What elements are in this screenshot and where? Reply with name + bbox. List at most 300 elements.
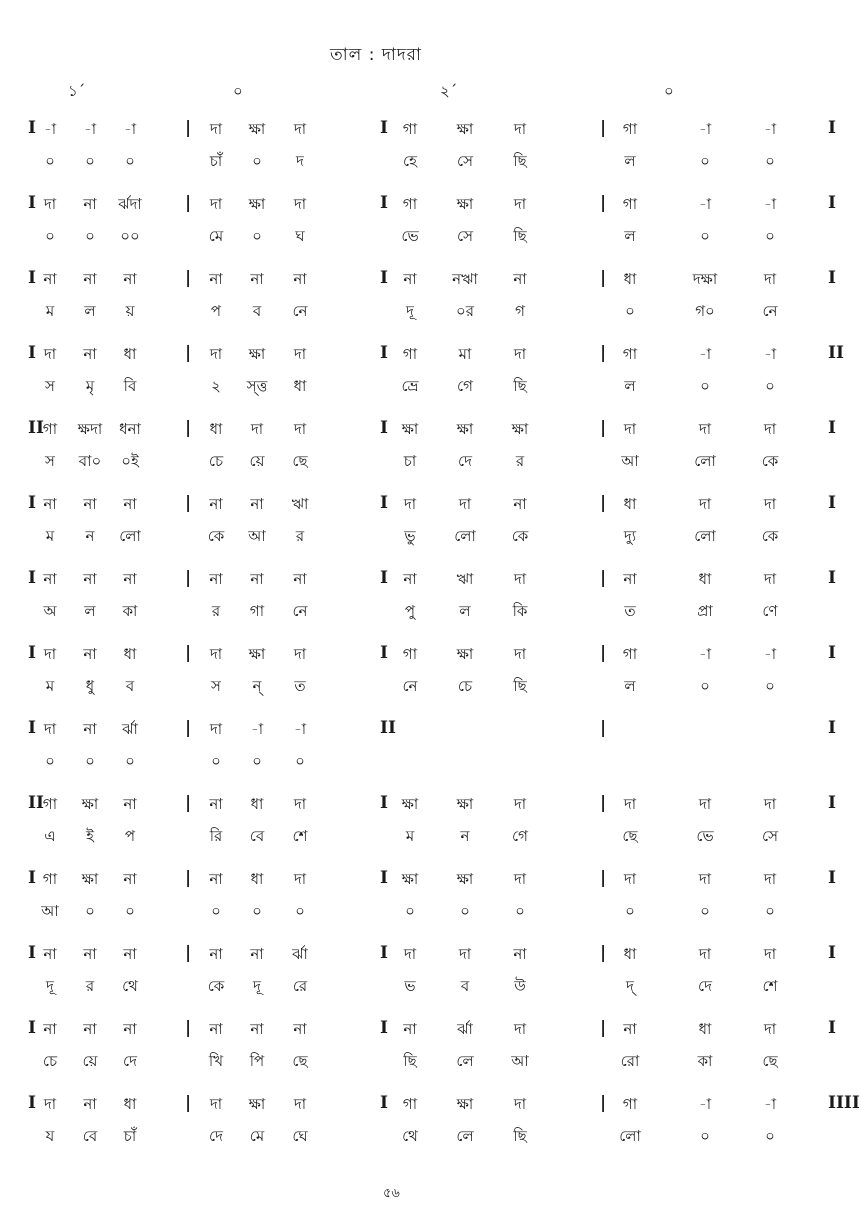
lyric-syllable: গা	[249, 602, 265, 620]
swara-note: ধা	[698, 1020, 712, 1038]
lyric-syllable: ০	[625, 902, 635, 920]
lyric-syllable: ব	[125, 677, 135, 695]
swara-note: ধা	[623, 270, 637, 288]
vibhag-barline: |	[185, 268, 192, 288]
swara-note: না	[83, 570, 97, 588]
lyric-syllable: প	[124, 827, 136, 845]
lyric-syllable: ০	[295, 902, 305, 920]
swara-note: র্ঝা	[122, 720, 138, 738]
lyric-syllable: ব	[460, 977, 470, 995]
start-barline: I	[28, 1018, 36, 1038]
vibhag-barline: I	[380, 943, 388, 963]
tala-marks	[0, 80, 861, 104]
end-barline: I	[828, 493, 836, 513]
swara-note: না	[83, 1020, 97, 1038]
vibhag-barline: I	[380, 418, 388, 438]
page-number: ৫৬	[383, 1186, 400, 1201]
swara-note: দক্ষা	[692, 270, 718, 288]
lyric-syllable: ঘে	[292, 1127, 308, 1145]
lyric-syllable: দূ	[406, 302, 414, 320]
lyric-syllable: থে	[402, 1127, 418, 1145]
swara-note: না	[123, 795, 137, 813]
swara-note: ধা	[623, 945, 637, 963]
lyric-syllable: লে	[456, 1052, 474, 1070]
lyric-syllable: ত	[624, 602, 636, 620]
lyric-syllable: আ	[248, 527, 266, 545]
swara-line	[0, 568, 861, 594]
lyric-syllable: ০	[765, 152, 775, 170]
lyric-syllable: ০	[765, 902, 775, 920]
lyric-syllable: স	[45, 377, 55, 395]
lyric-syllable: ম	[45, 677, 55, 695]
swara-line	[0, 868, 861, 894]
swara-note: দা	[293, 870, 307, 888]
swara-note: দা	[698, 420, 712, 438]
swara-note: দা	[293, 795, 307, 813]
lyric-syllable: লে	[456, 1127, 474, 1145]
vibhag-barline: |	[600, 418, 607, 438]
lyric-syllable: ল	[624, 677, 636, 695]
swara-note: দা	[698, 795, 712, 813]
swara-note: না	[250, 570, 264, 588]
vibhag-barline: |	[600, 943, 607, 963]
lyric-syllable: ০	[515, 902, 525, 920]
start-barline: I	[28, 1093, 36, 1113]
lyric-syllable: ০	[765, 1127, 775, 1145]
lyric-syllable: ছে	[292, 452, 308, 470]
swara-note: -া	[43, 120, 57, 138]
lyric-syllable: ০	[252, 152, 262, 170]
end-barline: I	[828, 568, 836, 588]
lyric-syllable: শে	[292, 827, 308, 845]
notation-row	[0, 341, 861, 416]
swara-note: না	[623, 570, 637, 588]
swara-note: ক্ষদা	[77, 420, 103, 438]
lyric-line	[0, 1050, 861, 1076]
vibhag-barline: |	[185, 118, 192, 138]
swara-note: গা	[42, 795, 58, 813]
lyric-syllable: ছি	[403, 1052, 417, 1070]
lyric-syllable: রে	[292, 977, 308, 995]
swara-note: না	[623, 1020, 637, 1038]
lyric-syllable: মে	[208, 227, 224, 245]
swara-note: না	[293, 270, 307, 288]
swara-note: দা	[250, 420, 264, 438]
lyric-syllable: নে	[292, 602, 308, 620]
vibhag-barline: I	[380, 118, 388, 138]
vibhag-barline: I	[380, 268, 388, 288]
lyric-line	[0, 975, 861, 1001]
start-barline: I	[28, 943, 36, 963]
swara-note: গা	[622, 1095, 638, 1113]
swara-note: না	[209, 270, 223, 288]
lyric-syllable: বা০	[78, 452, 102, 470]
lyric-syllable: লো	[694, 527, 716, 545]
swara-note: র্ঝা	[457, 1020, 473, 1038]
swara-note: দা	[623, 420, 637, 438]
lyric-syllable: ভে	[696, 827, 714, 845]
vibhag-barline: |	[600, 568, 607, 588]
lyric-syllable: ন	[460, 827, 470, 845]
lyric-syllable: ০	[700, 677, 710, 695]
start-barline: I	[28, 118, 36, 138]
lyric-syllable: সে	[457, 152, 473, 170]
swara-note: ক্ষা	[248, 195, 266, 213]
swara-note: দা	[293, 195, 307, 213]
end-barline: I	[828, 718, 836, 738]
tala-title: তাল : দাদরা	[330, 45, 422, 65]
vibhag-barline: |	[600, 1018, 607, 1038]
end-barline: I	[828, 793, 836, 813]
swara-note: দা	[43, 720, 57, 738]
lyric-syllable: নে	[762, 302, 778, 320]
lyric-syllable: ০	[765, 227, 775, 245]
lyric-syllable: গে	[457, 377, 473, 395]
swara-note: দা	[763, 1020, 777, 1038]
swara-note: -া	[698, 645, 712, 663]
lyric-syllable: ই	[86, 827, 94, 845]
swara-note: -া	[763, 120, 777, 138]
notation-row	[0, 491, 861, 566]
lyric-syllable: ভে	[401, 227, 419, 245]
vibhag-barline: |	[185, 1018, 192, 1038]
swara-note: গা	[622, 645, 638, 663]
swara-note: না	[83, 645, 97, 663]
notation-row	[0, 941, 861, 1016]
lyric-syllable: ০	[405, 902, 415, 920]
swara-line	[0, 1018, 861, 1044]
swara-note: দা	[43, 1095, 57, 1113]
lyric-syllable: ম	[45, 302, 55, 320]
lyric-syllable: স	[45, 452, 55, 470]
swara-note: দা	[513, 345, 527, 363]
lyric-syllable: ০	[45, 227, 55, 245]
lyric-syllable: ০	[460, 902, 470, 920]
vibhag-barline: |	[600, 868, 607, 888]
lyric-syllable: ০	[211, 752, 221, 770]
swara-note: না	[83, 720, 97, 738]
lyric-syllable: ০	[85, 902, 95, 920]
swara-note: ক্ষা	[456, 795, 474, 813]
lyric-syllable: বি	[123, 377, 137, 395]
swara-note: গা	[42, 420, 58, 438]
lyric-syllable: নে	[402, 677, 418, 695]
lyric-syllable: ০	[252, 227, 262, 245]
swara-note: দা	[43, 645, 57, 663]
swara-note: না	[209, 870, 223, 888]
notation-rows	[0, 116, 861, 1166]
lyric-line	[0, 600, 861, 626]
lyric-syllable: ম	[405, 827, 415, 845]
start-barline: I	[28, 268, 36, 288]
swara-note: দা	[513, 1020, 527, 1038]
swara-note: দা	[763, 420, 777, 438]
swara-note: ক্ষা	[248, 345, 266, 363]
end-barline: I	[828, 268, 836, 288]
notation-row	[0, 1091, 861, 1166]
lyric-syllable: শে	[762, 977, 778, 995]
lyric-syllable: স	[211, 677, 221, 695]
swara-note: -া	[698, 345, 712, 363]
lyric-syllable: লো	[454, 527, 476, 545]
swara-note: দা	[209, 645, 223, 663]
lyric-syllable: ছে	[292, 1052, 308, 1070]
lyric-syllable: দে	[123, 1052, 137, 1070]
notation-row	[0, 1016, 861, 1091]
swara-note: গা	[622, 195, 638, 213]
lyric-syllable: কে	[761, 527, 779, 545]
start-barline: I	[28, 643, 36, 663]
lyric-syllable: কে	[207, 527, 225, 545]
end-barline: I	[828, 1018, 836, 1038]
vibhag-barline: |	[185, 193, 192, 213]
lyric-syllable: ০	[85, 752, 95, 770]
swara-line	[0, 643, 861, 669]
lyric-line	[0, 1125, 861, 1151]
swara-note: -া	[293, 720, 307, 738]
lyric-syllable: ০	[125, 752, 135, 770]
lyric-syllable: য়ে	[82, 1052, 98, 1070]
lyric-syllable: ০	[85, 227, 95, 245]
swara-line	[0, 418, 861, 444]
lyric-syllable: চে	[457, 677, 473, 695]
lyric-syllable: ০	[252, 902, 262, 920]
swara-note: ধা	[123, 1095, 137, 1113]
swara-note: দা	[403, 945, 417, 963]
lyric-syllable: ০	[85, 152, 95, 170]
start-barline: I	[28, 868, 36, 888]
swara-note: দা	[293, 120, 307, 138]
swara-note: ক্ষা	[81, 870, 99, 888]
lyric-syllable: মৃ	[85, 377, 95, 395]
lyric-syllable: ণে	[762, 602, 778, 620]
swara-line	[0, 343, 861, 369]
swara-note: দা	[293, 420, 307, 438]
swara-note: -া	[763, 195, 777, 213]
swara-note: দা	[513, 1095, 527, 1113]
lyric-syllable: গ	[515, 302, 525, 320]
lyric-syllable: গে	[512, 827, 528, 845]
vibhag-barline: II	[380, 718, 396, 738]
swara-note: না	[83, 270, 97, 288]
swara-note: ধা	[123, 645, 137, 663]
vibhag-barline: |	[185, 718, 192, 738]
end-barline: I	[828, 193, 836, 213]
lyric-syllable: ম	[45, 527, 55, 545]
swara-note: -া	[698, 195, 712, 213]
swara-note: দা	[623, 795, 637, 813]
swara-note: ক্ষা	[456, 645, 474, 663]
lyric-line	[0, 825, 861, 851]
lyric-syllable: ধু	[85, 677, 95, 695]
lyric-syllable: আ	[511, 1052, 529, 1070]
swara-note: দা	[763, 270, 777, 288]
swara-note: দা	[698, 945, 712, 963]
vibhag-barline: I	[380, 1093, 388, 1113]
vibhag-barline: |	[185, 418, 192, 438]
swara-note: দা	[43, 345, 57, 363]
swara-note: দা	[293, 345, 307, 363]
swara-note: না	[513, 270, 527, 288]
lyric-syllable: ল	[84, 602, 96, 620]
lyric-syllable: দে	[209, 1127, 223, 1145]
swara-line	[0, 193, 861, 219]
swara-note: -া	[698, 120, 712, 138]
vibhag-barline: |	[600, 493, 607, 513]
swara-note: না	[513, 945, 527, 963]
lyric-syllable: কে	[511, 527, 529, 545]
lyric-syllable: উ	[514, 977, 526, 995]
lyric-syllable: ০ই	[121, 452, 139, 470]
swara-note: না	[83, 195, 97, 213]
vibhag-barline: I	[380, 568, 388, 588]
swara-note: দা	[698, 870, 712, 888]
swara-note: ক্ষা	[248, 120, 266, 138]
lyric-syllable: চে	[208, 452, 224, 470]
swara-note: না	[250, 945, 264, 963]
swara-note: র্ঝা	[292, 945, 308, 963]
notation-row	[0, 566, 861, 641]
lyric-syllable: চে	[42, 1052, 58, 1070]
lyric-syllable: র	[85, 977, 95, 995]
lyric-syllable: ০	[700, 227, 710, 245]
swara-note: না	[43, 495, 57, 513]
vibhag-barline: I	[380, 493, 388, 513]
swara-note: না	[293, 570, 307, 588]
swara-note: দা	[293, 1095, 307, 1113]
lyric-syllable: চাঁ	[209, 152, 223, 170]
lyric-syllable: ছি	[513, 152, 527, 170]
swara-note: না	[43, 945, 57, 963]
lyric-syllable: কে	[207, 977, 225, 995]
lyric-syllable: ০	[700, 902, 710, 920]
lyric-syllable: কা	[697, 1052, 713, 1070]
swara-note: না	[123, 270, 137, 288]
vibhag-barline: I	[380, 193, 388, 213]
swara-note: না	[43, 570, 57, 588]
swara-note: -া	[83, 120, 97, 138]
lyric-syllable: ০	[625, 302, 635, 320]
vibhag-barline: |	[185, 943, 192, 963]
notation-row	[0, 866, 861, 941]
swara-note: না	[209, 945, 223, 963]
swara-note: ক্ষা	[456, 120, 474, 138]
lyric-syllable: ল	[84, 302, 96, 320]
lyric-syllable: থে	[122, 977, 138, 995]
lyric-syllable: দ	[296, 152, 304, 170]
lyric-syllable: চা	[403, 452, 417, 470]
notation-row	[0, 266, 861, 341]
lyric-syllable: স্ত্ত	[246, 377, 268, 395]
swara-line	[0, 493, 861, 519]
vibhag-barline: |	[185, 493, 192, 513]
vibhag-barline: |	[600, 643, 607, 663]
lyric-syllable: ছি	[513, 677, 527, 695]
swara-note: না	[209, 795, 223, 813]
swara-note: দা	[763, 570, 777, 588]
lyric-syllable: অ	[43, 602, 57, 620]
vibhag-barline: |	[600, 118, 607, 138]
notation-row	[0, 641, 861, 716]
swara-note: ঋা	[291, 495, 309, 513]
lyric-line	[0, 900, 861, 926]
vibhag-barline: |	[185, 568, 192, 588]
swara-note: না	[83, 945, 97, 963]
lyric-syllable: ন্	[252, 677, 262, 695]
swara-note: ক্ষা	[511, 420, 529, 438]
swara-note: না	[123, 570, 137, 588]
swara-note: না	[209, 495, 223, 513]
lyric-syllable: লো	[694, 452, 716, 470]
lyric-syllable: কি	[512, 602, 528, 620]
swara-line	[0, 1093, 861, 1119]
lyric-syllable: ২	[211, 377, 221, 395]
lyric-syllable: ত	[294, 677, 306, 695]
end-barline: IIII	[828, 1093, 860, 1113]
swara-note: -া	[763, 1095, 777, 1113]
swara-note: নঋা	[452, 270, 478, 288]
lyric-syllable: ০	[295, 752, 305, 770]
lyric-syllable: র	[515, 452, 525, 470]
swara-note: দা	[209, 1095, 223, 1113]
vibhag-barline: |	[600, 268, 607, 288]
end-barline: I	[828, 118, 836, 138]
swara-note: গা	[402, 645, 418, 663]
lyric-line	[0, 750, 861, 776]
swara-note: -া	[698, 1095, 712, 1113]
swara-note: না	[293, 1020, 307, 1038]
swara-note: ধনা	[119, 420, 141, 438]
vibhag-barline: |	[600, 718, 607, 738]
lyric-syllable: গ০	[695, 302, 715, 320]
swara-note: ধা	[623, 495, 637, 513]
vibhag-barline: I	[380, 868, 388, 888]
notation-row	[0, 791, 861, 866]
start-barline: II	[28, 793, 44, 813]
tala-mark-khali: ০	[233, 82, 243, 100]
lyric-syllable: ০০	[120, 227, 140, 245]
lyric-syllable: র	[295, 527, 305, 545]
lyric-syllable: আ	[41, 902, 59, 920]
lyric-syllable: প	[210, 302, 222, 320]
swara-note: দা	[513, 795, 527, 813]
end-barline: I	[828, 943, 836, 963]
swara-note: দা	[209, 345, 223, 363]
swara-note: না	[83, 1095, 97, 1113]
vibhag-barline: |	[600, 343, 607, 363]
lyric-syllable: ০	[700, 152, 710, 170]
swara-note: গা	[42, 870, 58, 888]
lyric-syllable: ছে	[762, 1052, 778, 1070]
swara-note: দা	[293, 645, 307, 663]
swara-note: দা	[209, 195, 223, 213]
lyric-line	[0, 525, 861, 551]
lyric-syllable: দ্	[626, 977, 634, 995]
swara-note: দা	[698, 495, 712, 513]
lyric-syllable: মে	[249, 1127, 265, 1145]
lyric-syllable: দে	[458, 452, 472, 470]
swara-note: ক্ষা	[248, 645, 266, 663]
swara-note: ধা	[250, 795, 264, 813]
lyric-syllable: ভ	[404, 977, 416, 995]
start-barline: I	[28, 343, 36, 363]
lyric-syllable: রি	[209, 827, 223, 845]
lyric-syllable: র	[211, 602, 221, 620]
end-barline: I	[828, 643, 836, 663]
lyric-syllable: ব	[252, 302, 262, 320]
end-barline: II	[828, 343, 844, 363]
swara-note: দা	[513, 120, 527, 138]
